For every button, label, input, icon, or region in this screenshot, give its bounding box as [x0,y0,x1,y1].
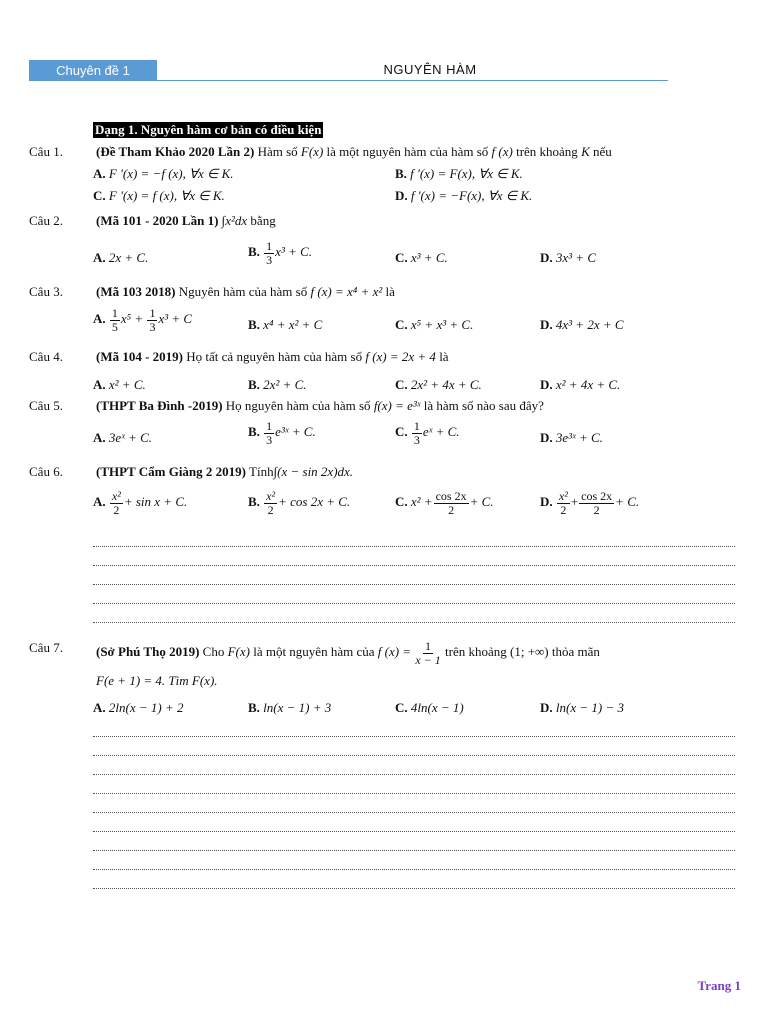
q5-option-d: D. 3e³ˣ + C. [540,430,603,445]
answer-line[interactable] [93,792,735,794]
q1-text-d: nếu [592,144,612,159]
q2-source: (Mã 101 - 2020 Lần 1) [96,213,219,228]
q3-stem: (Mã 103 2018) Nguyên hàm của hàm số f (x) = x⁴ + x² là [96,284,395,299]
answer-line[interactable] [93,583,735,585]
q1-option-a: A. F '(x) = −f (x), ∀x ∈ K. [93,166,234,181]
q7-number: Câu 7. [29,640,63,655]
q2-number: Câu 2. [29,213,63,228]
q4-option-c: C. 2x² + 4x + C. [395,377,482,392]
page-number: Trang 1 [697,978,741,993]
q1-stem [96,144,612,160]
q4-option-b: B. 2x² + C. [248,377,307,392]
answer-line[interactable] [93,754,735,756]
page-title: NGUYÊN HÀM [383,62,477,77]
answer-line[interactable] [93,773,735,775]
q1-option-d: D. f '(x) = −F(x), ∀x ∈ K. [395,188,533,203]
answer-line[interactable] [93,621,735,623]
q1-number: Câu 1. [29,144,63,159]
q4-stem: (Mã 104 - 2019) Họ tất cả nguyên hàm của hàm số f (x) = 2x + 4 là [96,349,449,364]
q6-number: Câu 6. [29,464,63,479]
q1-text-c: trên khoảng [516,144,578,159]
answer-line[interactable] [93,735,735,737]
q1-fx: f (x) [491,144,513,159]
q7-stem: (Sở Phú Thọ 2019) Cho F(x) là một nguyên hàm của f (x) = $\frac{1}{x - 1}$ trên khoảng (1; +∞) thỏa mãn [96,639,600,667]
q2-option-c: C. x³ + C. [395,250,448,265]
q2-tail: bằng [250,213,276,228]
q4-number: Câu 4. [29,349,63,364]
q5-option-c: C. $\frac{1}{3}$ eˣ + C. [395,419,460,447]
answer-line[interactable] [93,887,735,889]
q2-option-a: A. 2x + C. [93,250,149,265]
q3-option-d: D. 4x³ + 2x + C [540,317,624,332]
header-rule [157,80,668,81]
answer-line[interactable] [93,830,735,832]
answer-line[interactable] [93,811,735,813]
q1-K: K [581,144,590,159]
q3-option-b: B. x⁴ + x² + C [248,317,323,332]
topic-tab: Chuyên đề 1 [29,60,157,81]
q6-option-c: C. x² + $\frac{\cos 2x}{2}$ + C. [395,489,494,517]
answer-line[interactable] [93,545,735,547]
q5-number: Câu 5. [29,398,63,413]
q1-text-b: là một nguyên hàm của hàm số [326,144,489,159]
answer-line[interactable] [93,849,735,851]
q1-Fx: F(x) [300,144,324,159]
q6-option-a: A. $\frac{\text{x²}}{2}$ + sin x + C. [93,489,188,517]
q3-option-a: A. $\frac{1}{5}$ x⁵ + $\frac{1}{3}$ x³ + C [93,306,193,334]
q6-stem: (THPT Cẩm Giàng 2 2019) Tính∫(x − sin 2x)dx. [96,464,354,479]
q2-stem [96,213,276,229]
section-heading: Dạng 1. Nguyên hàm cơ bản có điều kiện [95,122,322,137]
q1-source: (Đề Tham Khảo 2020 Lần 2) [96,144,255,159]
q3-option-c: C. x⁵ + x³ + C. [395,317,474,332]
q7-option-c: C. 4ln(x − 1) [395,700,464,715]
q2-option-d: D. 3x³ + C [540,250,597,265]
answer-line[interactable] [93,868,735,870]
q5-option-a: A. 3eˣ + C. [93,430,153,445]
q5-option-b: B. $\frac{1}{3}$ e³ˣ + C. [248,419,316,447]
q4-option-a: A. x² + C. [93,377,146,392]
q6-option-b: B. $\frac{\text{x²}}{2}$ + cos 2x + C. [248,489,351,517]
q1-option-b: B. f '(x) = F(x), ∀x ∈ K. [395,166,523,181]
q2-integral: ∫x²dx [221,213,248,228]
q7-option-d: D. ln(x − 1) − 3 [540,700,624,715]
q2-option-b: B. $\frac{1}{3}$ x³ + C. [248,239,313,267]
q1-option-c: C. F '(x) = f (x), ∀x ∈ K. [93,188,225,203]
q5-stem: (THPT Ba Đình -2019) Họ nguyên hàm của hàm số f(x) = e³ˣ là hàm số nào sau đây? [96,398,544,413]
q3-number: Câu 3. [29,284,63,299]
answer-line[interactable] [93,564,735,566]
q7-option-a: A. 2ln(x − 1) + 2 [93,700,184,715]
q1-text-a: Hàm số [257,144,298,159]
q7-condition: F(e + 1) = 4. Tìm F(x). [96,673,218,688]
q4-option-d: D. x² + 4x + C. [540,377,621,392]
q7-option-b: B. ln(x − 1) + 3 [248,700,332,715]
q6-option-d: D. $\frac{\text{x²}}{2}$ + $\frac{\cos 2x}{2}$ + C. [540,489,640,517]
answer-line[interactable] [93,602,735,604]
